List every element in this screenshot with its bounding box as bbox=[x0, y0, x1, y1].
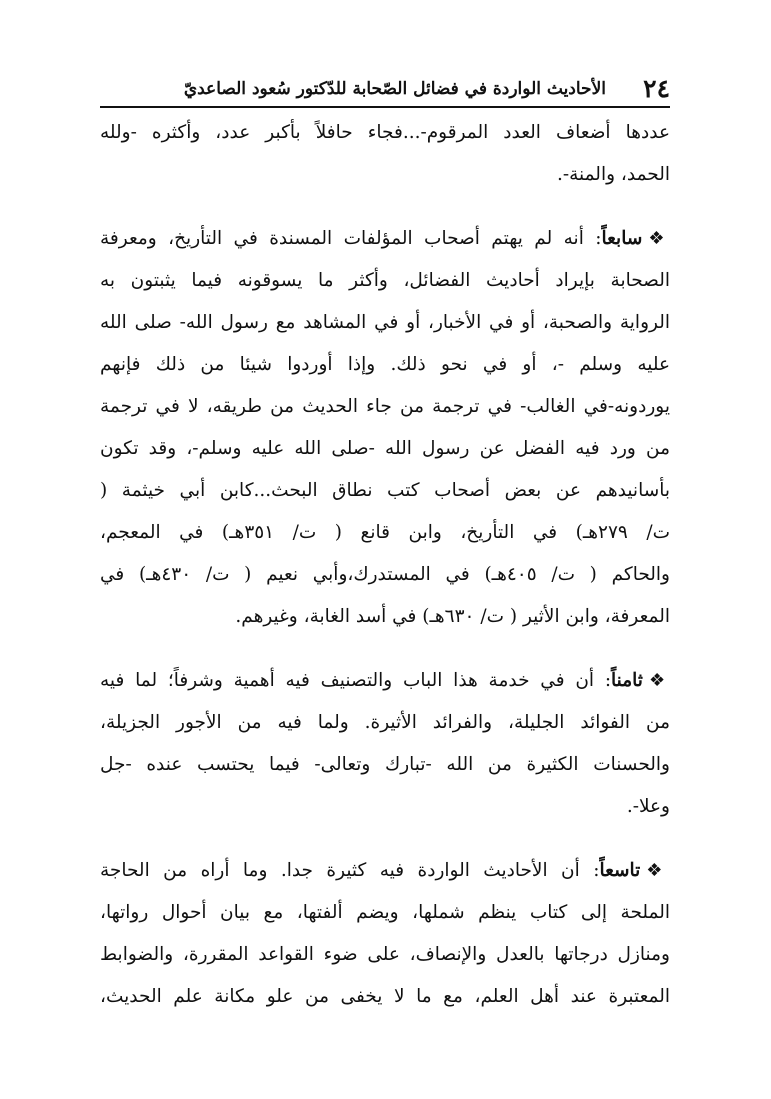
text-line: الملحة إلى كتاب ينظم شملها، ويضم ألفتها، مع بيان أحوال رواتها، bbox=[100, 902, 670, 923]
diamond-bullet-icon: ❖ bbox=[648, 228, 670, 249]
running-header bbox=[100, 68, 670, 106]
text-line: المعرفة، وابن الأثير ( ت/ ٦٣٠هـ) في أسد الغابة، وغيرهم. bbox=[235, 606, 670, 627]
header-rule bbox=[100, 106, 670, 108]
diamond-bullet-icon: ❖ bbox=[646, 860, 670, 881]
text-line: من الفوائد الجليلة، والفرائد الأثيرة. ولما فيه من الأجور الجزيلة، bbox=[100, 712, 670, 733]
diamond-bullet-icon: ❖ bbox=[648, 670, 670, 691]
point-heading: ثامناً bbox=[611, 670, 643, 691]
text-line: ت/ ٢٧٩هـ) في التأريخ، وابن قانع ( ت/ ٣٥١هـ) في المعجم، bbox=[100, 522, 670, 543]
text-line: بأسانيدهم عن بعض أصحاب كتب نطاق البحث...كابن أبي خيثمة ( bbox=[100, 480, 670, 501]
paragraph-gap bbox=[100, 638, 670, 660]
page-number: ٢٤ bbox=[643, 74, 670, 103]
text-line: المعتبرة عند أهل العلم، مع ما لا يخفى من علو مكانة علم الحديث، bbox=[100, 986, 670, 1007]
text-line: يوردونه-في الغالب- في ترجمة من جاء الحديث من طريقه، لا في ترجمة bbox=[100, 396, 670, 417]
text-span: : أن الأحاديث الواردة فيه كثيرة جدا. وما أراه من الحاجة bbox=[100, 860, 600, 881]
text-line: وعلا-. bbox=[626, 796, 670, 817]
text-line: الصحابة بإيراد أحاديث الفضائل، وأكثر ما يسوقونه فيما يثبتون به bbox=[100, 270, 670, 291]
paragraph-gap bbox=[100, 196, 670, 218]
paragraph-gap bbox=[100, 828, 670, 850]
text-span: : أن في خدمة هذا الباب والتصنيف فيه أهمية وشرفاً؛ لما فيه bbox=[100, 670, 612, 691]
text-line: من ورد فيه الفضل عن رسول الله -صلى الله عليه وسلم-، وقد تكون bbox=[100, 438, 670, 459]
text-line: الرواية والصحبة، أو في الأخبار، أو في المشاهد مع رسول الله- صلى الله bbox=[100, 312, 670, 333]
point-heading: سابعاً bbox=[601, 228, 643, 249]
text-line: والحاكم ( ت/ ٤٠٥هـ) في المستدرك،وأبي نعيم ( ت/ ٤٣٠هـ) في bbox=[100, 564, 670, 585]
text-line: ومنازل درجاتها بالعدل والإنصاف، على ضوء القواعد المقررة، والضوابط bbox=[100, 944, 670, 965]
text-line bbox=[100, 850, 670, 892]
body-text bbox=[100, 112, 670, 1018]
text-line: الحمد، والمنة-. bbox=[556, 164, 670, 185]
text-span: : أنه لم يهتم أصحاب المؤلفات المسندة في التأريخ، ومعرفة bbox=[100, 228, 602, 249]
text-line: والحسنات الكثيرة من الله -تبارك وتعالى- فيما يحتسب عنده -جل bbox=[100, 754, 670, 775]
text-line: عددها أضعاف العدد المرقوم-...فجاء حافلاً بأكبر عدد، وأكثره -ولله bbox=[100, 122, 670, 143]
text-line bbox=[100, 660, 670, 702]
point-heading: تاسعاً bbox=[599, 860, 641, 881]
text-line bbox=[100, 218, 670, 260]
text-line: عليه وسلم -، أو في نحو ذلك. وإذا أوردوا شيئا من ذلك فإنهم bbox=[100, 354, 670, 375]
book-title: الأحاديث الواردة في فضائل الصّحابة للدّكتور سُعود الصاعديّ bbox=[183, 79, 606, 99]
